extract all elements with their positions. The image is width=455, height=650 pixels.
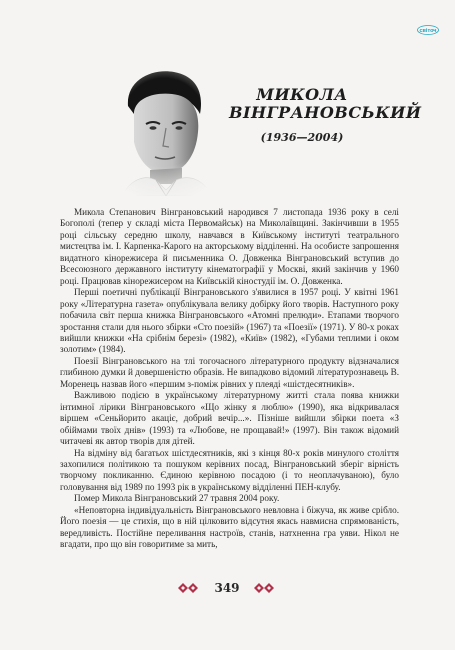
paragraph: Поезії Вінграновського на тлі тогочасного літературного продукту відзначалися глибиною думки й довершеністю образів. Не випадково відомий літературознавець В. Моренець назвав його «першим з-поміж рівних у плеяді «шістдесятників». bbox=[60, 355, 399, 389]
author-photo-icon bbox=[100, 62, 228, 196]
publisher-logo-icon bbox=[417, 25, 439, 35]
paragraph: На відміну від багатьох шістдесятників, які з кінця 80-х років минулого століття захопилися політикою та пошуком керівних посад, Вінграновський зберіг вірність творчому покликанню. Єдиною керівною посадою (і то неоплачуваною), було головування від 1989 по 1993 рік в українському відділенні ПЕН-клубу. bbox=[60, 447, 399, 492]
biography-text bbox=[60, 207, 399, 551]
ornament-icon bbox=[252, 581, 276, 595]
paragraph: Помер Микола Вінграновський 27 травня 2004 року. bbox=[74, 493, 280, 504]
page-number: 349 bbox=[214, 581, 240, 595]
author-life-years: (1936—2004) bbox=[260, 131, 344, 144]
author-portrait bbox=[100, 62, 228, 196]
author-first-name: МИКОЛА bbox=[256, 85, 348, 104]
paragraph: Перші поетичні публікації Вінграновського з'явилися в 1957 році. У квітні 1961 року «Літературна газета» опублікувала велику добірку його творів. Наступного року побачила світ перша книжка Вінграновського «Атомні прелюди». Етапами творчого зростання стали для нього збірки «Сто поезій» (1967) та «Поезії» (1971). У 80-х роках вийшли книжки «На срібнім березі» (1982), «Київ» (1982), «Губами теплими і оком золотим» (1984). bbox=[60, 287, 399, 355]
ornament-icon bbox=[176, 581, 200, 595]
publisher-logo bbox=[417, 25, 439, 35]
paragraph: «Неповторна індивідуальність Вінграновського невловна і біжуча, як живе срібло. Його поезія — це стихія, що в ній цілковито відсутня якась навмисна спрямованість, вередливість. Постійне переливання настроїв, станів, натхненна гра уяви. Нікол не вгадати, про що він говоритиме за мить, bbox=[60, 504, 399, 550]
author-last-name: ВІНГРАНОВСЬКИЙ bbox=[229, 103, 422, 122]
paragraph: Микола Степанович Вінграновський народився 7 листопада 1936 року в селі Богополі (тепер у складі міста Первомайськ) на Миколаївщині. Закінчивши в 1955 році сільську середню школу, навчався в Київському інституті театрального мистецтва ім. І. Карпенка-Карого на акторському відділенні. На особисте запрошення видатного кінорежисера й письменника О. Довженка Вінграновський вступив до Всесоюзного державного інституту кінематографії у Москві, який закінчив у 1960 році. Працював кінорежисером на Київській кіностудії ім. О. Довженка. bbox=[60, 207, 399, 286]
svg-text:світоч: світоч bbox=[419, 28, 437, 34]
author-heading bbox=[229, 85, 422, 144]
paragraph: Важливою подією в українському літературному житті стала поява книжки інтимної лірики Вінграновського «Що жінку я люблю» (1990), яка відкривалася віршем «Сеньйорито акаціє, добрий вечір...». Пізніше вийшли збірки поета «З обіймами твоїх днів» (1993) та «Любове, не прощавай!» (1997). Він також відомий читачеві як автор творів для дітей. bbox=[60, 390, 399, 447]
